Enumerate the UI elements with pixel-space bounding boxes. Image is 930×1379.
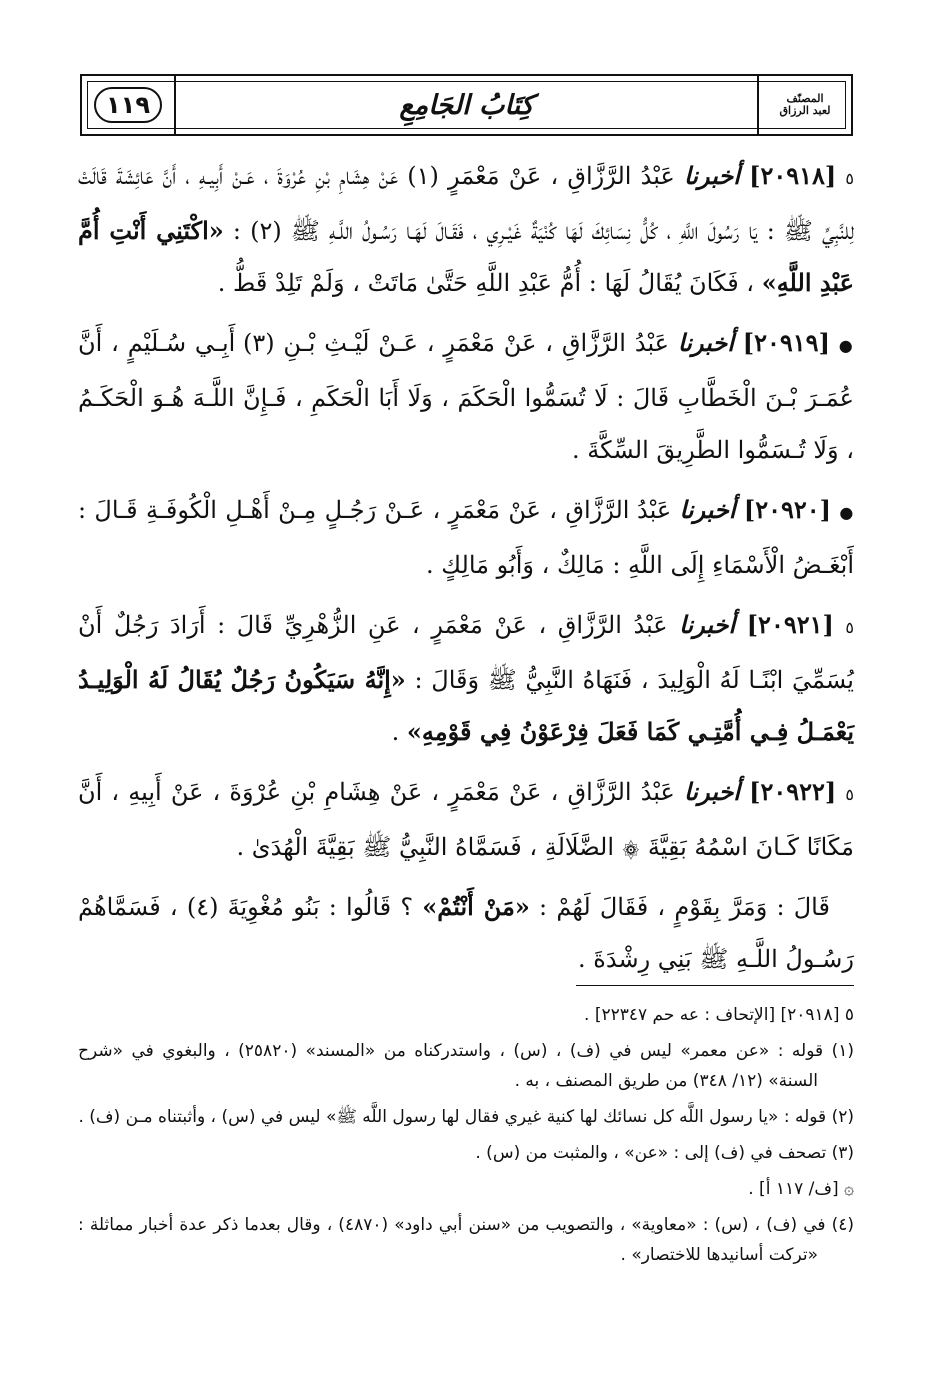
- hadith-number: [٢٠٩١٩]: [742, 328, 830, 357]
- hadith-20918: [78, 150, 854, 309]
- page-number: ١١٩: [94, 87, 162, 123]
- book-logo: [757, 76, 851, 134]
- hadith-20919: [78, 317, 854, 476]
- book-logo-line2: لعبد الرزاق: [779, 104, 831, 117]
- footnote-divider: [576, 985, 854, 986]
- book-logo-line1: المصنّف: [786, 92, 824, 105]
- ikhbar-word: أخبرنا: [677, 328, 734, 357]
- hadith-20922: [78, 766, 854, 873]
- footnote-4: (٤) في (ف) ، (س) : «معاوية» ، والتصويب من «سنن أبي داود» (٤٨٧٠) ، وقال بعدما ذكر عدة أخبار مماثلة : «تركت أسانيدها للاختصار» .: [78, 1215, 854, 1265]
- footnote-reference: ٥ [٢٠٩١٨] [الإتحاف : عه حم ٢٢٣٤٧] .: [584, 1005, 854, 1025]
- main-text: [78, 150, 854, 993]
- section-title: كِتَابُ الجَامِعِ: [399, 89, 534, 121]
- continuation-text: قَالَ : وَمَرَّ بِقَوْمٍ ، فَقَالَ لَهُمْ :: [539, 893, 830, 921]
- footnotes: [78, 1000, 854, 1276]
- footnote-1: (١) قوله : «عن معمر» ليس في (ف) ، (س) ، واستدركناه من «المسند» (٢٥٨٢٠) ، والبغوي في «شرح السنة» (١٢/ ٣٤٨) من طريق المصنف ، به .: [78, 1041, 855, 1091]
- hadith-20921: [78, 599, 854, 758]
- hadith-text: عَبْدُ الرَّزَّاقِ ، عَنْ مَعْمَرٍ (١) عَنْ هِشَامِ بْنِ عُرْوَةَ ، عَـنْ أَبِيـهِ ، أَنَّ عَائِشَةَ قَالَتْ لِلنَّبِيِّ ﷺ : يَا رَسُولَ اللَّهِ ، كُلُّ نِسَائِكَ لَهَا كُنْيَةٌ غَيْـرِي ، فَقَـالَ لَهَـا رَسُـولُ اللَّـهِ ﷺ (٢) :: [78, 162, 854, 245]
- ikhbar-word: أخبرنا: [679, 495, 736, 524]
- footnote-manuscript-mark: ۞ [ف/ ١١٧ أ] .: [748, 1179, 854, 1199]
- hadith-marker: ٥: [845, 785, 854, 804]
- prophetic-quote: «اكْتَنِي أَنْتِ أُمَّ عَبْدِ اللَّهِ»: [78, 216, 854, 297]
- hadith-20920: [78, 484, 854, 591]
- hadith-marker: ٥: [845, 618, 854, 637]
- hadith-marker: ٥: [845, 169, 854, 188]
- ikhbar-word: أخبرنا: [679, 610, 736, 639]
- hadith-text: عَبْدُ الرَّزَّاقِ ، عَنْ مَعْمَرٍ ، عَنِ الزُّهْرِيِّ قَالَ : أَرَادَ رَجُلٌ أَنْ يُسَمِّيَ ابْنًـا لَهُ الْوَلِيدَ ، فَنَهَاهُ النَّبِيُّ ﷺ وَقَالَ :: [78, 611, 854, 694]
- hadith-number: [٢٠٩٢١]: [746, 610, 834, 639]
- footnote-2: (٢) قوله : «يا رسول اللَّه كل نسائك لها كنية غيري فقال لها رسول اللَّه ﷺ» ليس في (س) ، وأثبتناه مـن (ف) .: [78, 1107, 854, 1127]
- hadith-text: عَبْدُ الرَّزَّاقِ ، عَنْ مَعْمَرٍ ، عَـنْ رَجُـلٍ مِـنْ أَهْـلِ الْكُوفَـةِ قَـالَ : أَبْغَـضُ الْأَسْمَاءِ إِلَى اللَّهِ : مَالِكٌ ، وَأَبُو مَالِكٍ .: [78, 496, 854, 579]
- hadith-number: [٢٠٩٢٠]: [743, 495, 832, 524]
- ikhbar-word: أخبرنا: [683, 777, 740, 806]
- hadith-number: [٢٠٩١٨]: [749, 161, 837, 190]
- ikhbar-word: أخبرنا: [683, 161, 740, 190]
- hadith-number: [٢٠٩٢٢]: [749, 777, 837, 806]
- prophetic-quote: «إِنَّهُ سَيَكُونُ رَجُلٌ يُقَالُ لَهُ الْوَلِيـدُ يَعْمَـلُ فِـي أُمَّتِـي كَمَا فَعَلَ فِرْعَوْنُ فِي قَوْمِهِ»: [78, 665, 854, 746]
- page-number-box: [82, 76, 176, 134]
- continuation-tail: ؟ قَالُوا : بَنُو مُغْوِيَةَ (٤) ، فَسَمَّاهُمْ رَسُـولُ اللَّـهِ ﷺ بَنِي رِشْدَةَ .: [78, 893, 854, 973]
- prophetic-quote: «مَنْ أَنْتُمْ»: [422, 892, 530, 921]
- hadith-marker: ●: [839, 503, 854, 522]
- page-header: [80, 74, 853, 136]
- hadith-tail: ، فَكَانَ يُقَالُ لَهَا : أُمُّ عَبْدِ اللَّهِ حَتَّىٰ مَاتَتْ ، وَلَمْ تَلِدْ قَطُّ .: [217, 269, 755, 297]
- hadith-marker: ●: [838, 336, 854, 355]
- footnote-3: (٣) تصحف في (ف) إلى : «عن» ، والمثبت من (س) .: [475, 1143, 854, 1163]
- hadith-text: عَبْدُ الرَّزَّاقِ ، عَنْ مَعْمَرٍ ، عَنْ هِشَامِ بْنِ عُرْوَةَ ، عَنْ أَبِيهِ ، أَنَّ مَكَانًا كَـانَ اسْمُهُ بَقِيَّةَ ۞ الضَّلَالَةِ ، فَسَمَّاهُ النَّبِيُّ ﷺ بَقِيَّةَ الْهُدَىٰ .: [78, 778, 854, 861]
- hadith-20922-continuation: [78, 881, 854, 985]
- hadith-tail: .: [391, 718, 400, 746]
- hadith-text: عَبْدُ الرَّزَّاقِ ، عَنْ مَعْمَرٍ ، عَـنْ لَيْـثِ بْـنِ (٣) أَبِـي سُـلَيْمٍ ، أَنَّ عُمَـرَ بْـنَ الْخَطَّابِ قَالَ : لَا تُسَمُّوا الْحَكَمَ ، وَلَا أَبَا الْحَكَمِ ، فَـإِنَّ اللَّـهَ هُـوَ الْحَكَـمُ ، وَلَا تُـسَمُّوا الطَّرِيقَ السِّكَّةَ .: [78, 329, 854, 464]
